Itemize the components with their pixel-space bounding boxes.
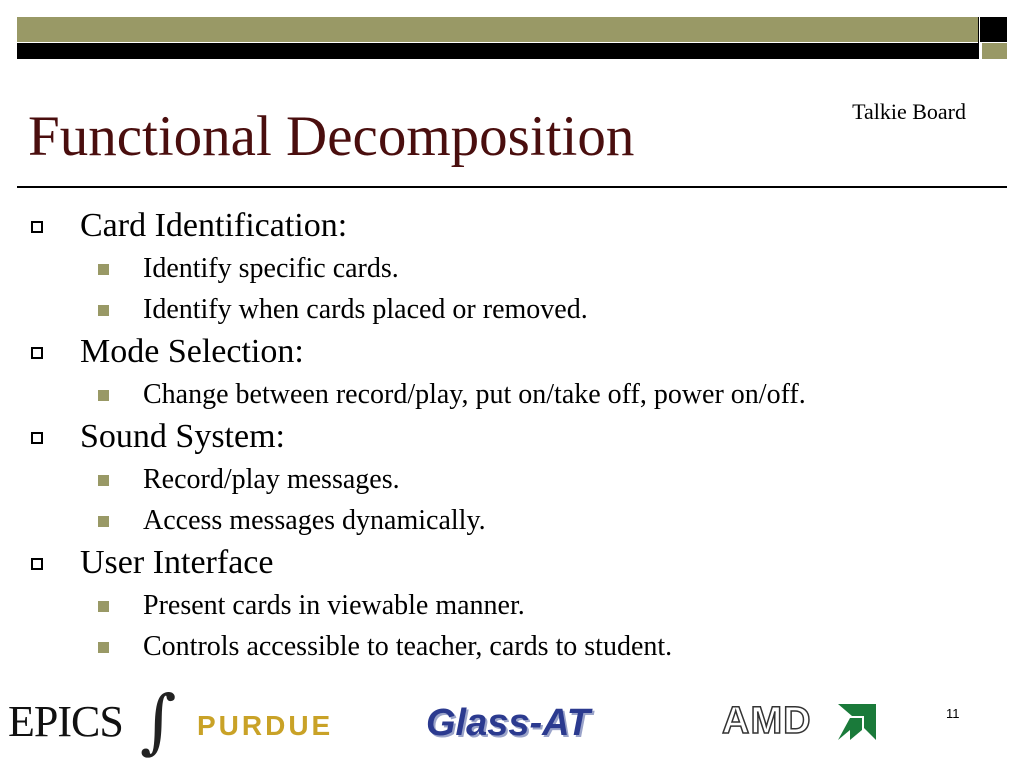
- corner-square-olive: [982, 43, 1007, 59]
- filled-square-bullet-icon: [98, 601, 109, 612]
- filled-square-bullet-icon: [98, 642, 109, 653]
- bullet-text: Card Identification:: [80, 207, 348, 244]
- sub-bullet-item: [0, 500, 1024, 541]
- purdue-logo: PURDUE: [197, 710, 334, 741]
- filled-square-bullet-icon: [98, 475, 109, 486]
- filled-square-bullet-icon: [98, 390, 109, 401]
- slide-title: Functional Decomposition: [28, 105, 635, 168]
- bullet-text: User Interface: [80, 544, 274, 581]
- top-decorative-bar: [17, 17, 979, 59]
- bullet-text: Mode Selection:: [80, 333, 304, 370]
- bullet-item: [0, 541, 1024, 585]
- filled-square-bullet-icon: [98, 516, 109, 527]
- filled-square-bullet-icon: [98, 305, 109, 316]
- title-rule: [17, 186, 1007, 188]
- bullet-item: [0, 415, 1024, 459]
- bullet-item: [0, 330, 1024, 374]
- page-number: 11: [946, 706, 960, 721]
- corner-square-black: [980, 17, 1007, 42]
- epics-logo: EPICS: [8, 697, 123, 746]
- sub-bullet-text: Record/play messages.: [143, 464, 400, 495]
- sub-bullet-text: Present cards in viewable manner.: [143, 590, 525, 621]
- sub-bullet-item: [0, 248, 1024, 289]
- hollow-square-bullet-icon: [31, 432, 43, 444]
- sub-bullet-text: Access messages dynamically.: [143, 505, 486, 536]
- filled-square-bullet-icon: [98, 264, 109, 275]
- hollow-square-bullet-icon: [31, 558, 43, 570]
- footer-logos: [0, 680, 1024, 768]
- sub-bullet-item: [0, 626, 1024, 667]
- bullet-list: [0, 204, 1024, 667]
- sub-bullet-item: [0, 459, 1024, 500]
- glass-at-logo: Glass-AT: [426, 702, 591, 744]
- integral-swash-icon: ∫: [140, 680, 177, 762]
- sub-bullet-text: Identify when cards placed or removed.: [143, 294, 588, 325]
- sub-bullet-item: [0, 289, 1024, 330]
- hollow-square-bullet-icon: [31, 347, 43, 359]
- slide-subtitle: Talkie Board: [852, 99, 966, 124]
- top-bar-olive: [17, 17, 978, 42]
- sub-bullet-item: [0, 585, 1024, 626]
- sub-bullet-text: Change between record/play, put on/take off, power on/off.: [143, 379, 806, 410]
- sub-bullet-text: Identify specific cards.: [143, 253, 399, 284]
- sub-bullet-item: [0, 374, 1024, 415]
- bullet-text: Sound System:: [80, 418, 285, 455]
- sub-bullet-text: Controls accessible to teacher, cards to student.: [143, 631, 673, 662]
- amd-logo: AMD: [722, 700, 812, 742]
- hollow-square-bullet-icon: [31, 221, 43, 233]
- top-bar-divider: [17, 42, 978, 43]
- amd-arrow-icon: [838, 704, 876, 740]
- bullet-item: [0, 204, 1024, 248]
